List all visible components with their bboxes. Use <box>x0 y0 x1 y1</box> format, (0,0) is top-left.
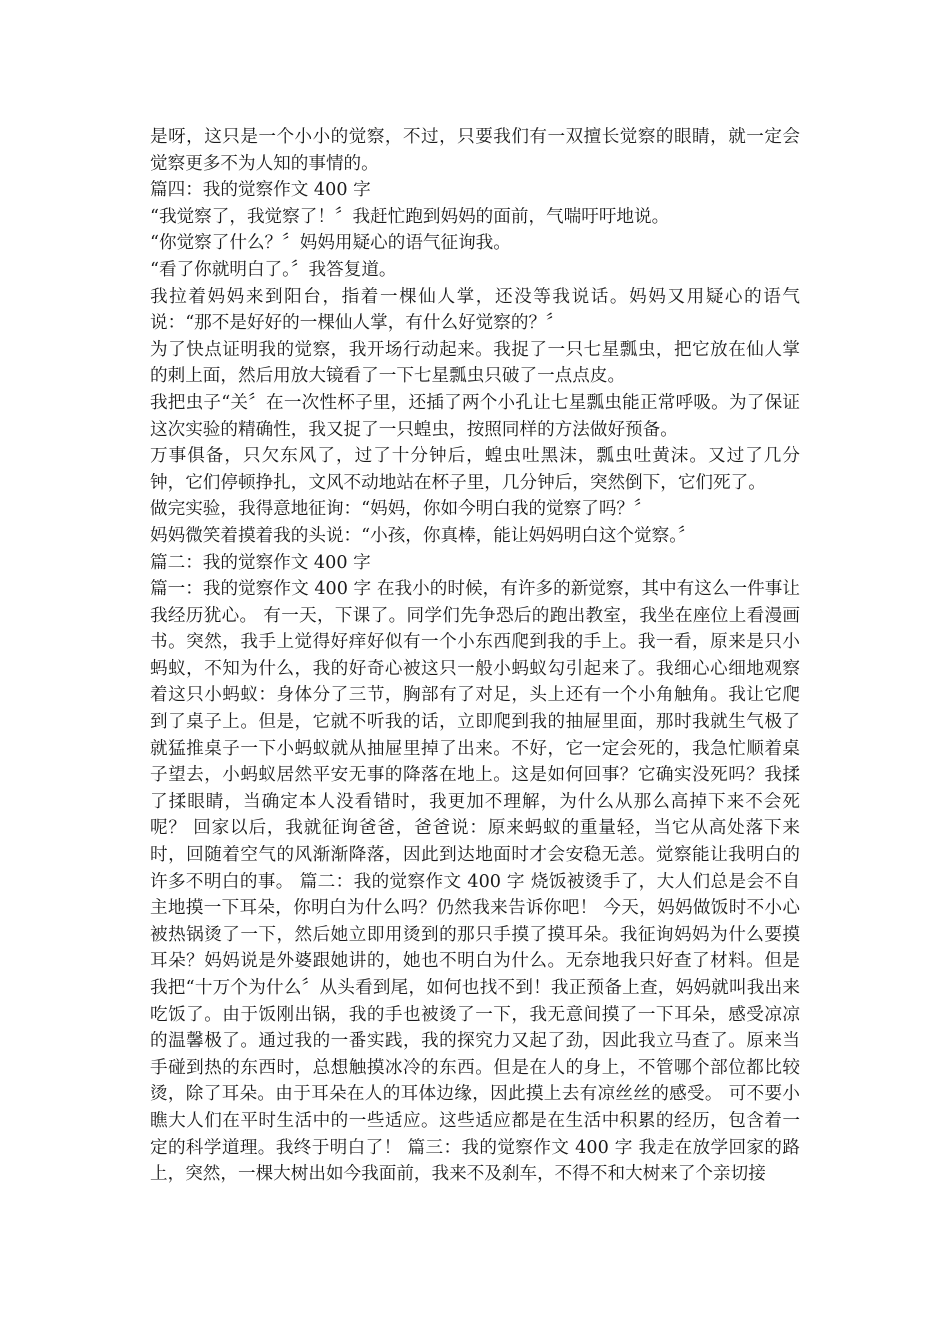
paragraph: “看了你就明白了。〞我答复道。 <box>150 259 397 280</box>
paragraph: 篇一：我的觉察作文 400 字 在我小的时候，有许多的新觉察，其中有这么一件事让我经历犹心。 有一天，下课了。同学们先争恐后的跑出教室，我坐在座位上看漫画书。突然，我手上觉得好痒好似有一个小东西爬到我的手上。我一看，原来是只小蚂蚁，不知为什么，我的好奇心被这只一般小蚂蚁勾引起来了。我细心心细地观察着这只小蚂蚁：身体分了三节，胸部有了对足，头上还有一个小角触角。我让它爬到了桌子上。但是，它就不听我的话，立即爬到我的抽屉里面，那时我就生气极了就猛推桌子一下小蚂蚁就从抽屉里掉了出来。不好，它一定会死的，我急忙顺着桌子望去，小蚂蚁居然平安无事的降落在地上。这是如何回事？它确实没死吗？我揉了揉眼睛，当确定本人没看错时，我更加不理解，为什么从那么高掉下来不会死呢？ 回家以后，我就征询爸爸，爸爸说：原来蚂蚁的重量轻，当它从高处落下来时，回随着空气的风渐渐降落，因此到达地面时才会安稳无恙。觉察能让我明白的许多不明白的事。 篇二：我的觉察作文 400 字 烧饭被烫手了，大人们总是会不自主地摸一下耳朵，你明白为什么吗？仍然我来告诉你吧！ 今天，妈妈做饭时不小心被热锅烫了一下，然后她立即用烫到的那只手摸了摸耳朵。我征询妈妈为什么要摸耳朵？妈妈说是外婆跟她讲的，她也不明白为什么。无奈地我只好查了材料。但是我把“十万个为什么〞从头看到尾，如何也找不到！我正预备上查，妈妈就叫我出来吃饭了。由于饭刚出锅，我的手也被烫了一下，我无意间摸了一下耳朵，感受凉凉的温馨极了。通过我的一番实践，我的探究力又起了劲，因此我立马查了。原来当手碰到热的东西时，总想触摸冰冷的东西。但是在人的身上，不管哪个部位都比较烫，除了耳朵。由于耳朵在人的耳体边缘，因此摸上去有凉丝丝的感受。 可不要小瞧大人们在平时生活中的一些适应。这些适应都是在生活中积累的经历，包含着一定的科学道理。我终于明白了！ 篇三：我的觉察作文 400 字 我走在放学回家的路上，突然，一棵大树出如今我面前，我来不及刹车，不得不和大树来了个亲切接 <box>150 579 800 1185</box>
paragraph: 万事俱备，只欠东风了，过了十分钟后，蝗虫吐黑沫，瓢虫吐黄沫。又过了几分钟，它们停顿挣扎，文风不动地站在杯子里，几分钟后，突然倒下，它们死了。 <box>150 446 800 493</box>
document-body <box>150 124 800 1188</box>
paragraph: 妈妈微笑着摸着我的头说：“小孩，你真棒，能让妈妈明白这个觉察。〞 <box>150 525 696 546</box>
paragraph: 做完实验，我得意地征询：“妈妈，你如今明白我的觉察了吗？〞 <box>150 499 652 520</box>
paragraph: 为了快点证明我的觉察，我开场行动起来。我捉了一只七星瓢虫，把它放在仙人掌的刺上面，然后用放大镜看了一下七星瓢虫只破了一点点皮。 <box>150 339 800 387</box>
paragraph: 我拉着妈妈来到阳台，指着一棵仙人掌，还没等我说话。妈妈又用疑心的语气说：“那不是好好的一棵仙人掌，有什么好觉察的？〞 <box>150 286 800 334</box>
paragraph: 是呀，这只是一个小小的觉察，不过，只要我们有一双擅长觉察的眼睛，就一定会觉察更多不为人知的事情的。 <box>150 127 800 174</box>
section-heading: 篇四：我的觉察作文 400 字 <box>150 180 371 201</box>
paragraph: “我觉察了，我觉察了！〞我赶忙跑到妈妈的面前，气喘吁吁地说。 <box>150 206 670 227</box>
section-heading: 篇二：我的觉察作文 400 字 <box>150 552 371 573</box>
paragraph: “你觉察了什么？〞妈妈用疑心的语气征询我。 <box>150 233 511 254</box>
paragraph: 我把虫子“关〞在一次性杯子里，还插了两个小孔让七星瓢虫能正常呼吸。为了保证这次实验的精确性，我又捉了一只蝗虫，按照同样的方法做好预备。 <box>150 392 800 440</box>
